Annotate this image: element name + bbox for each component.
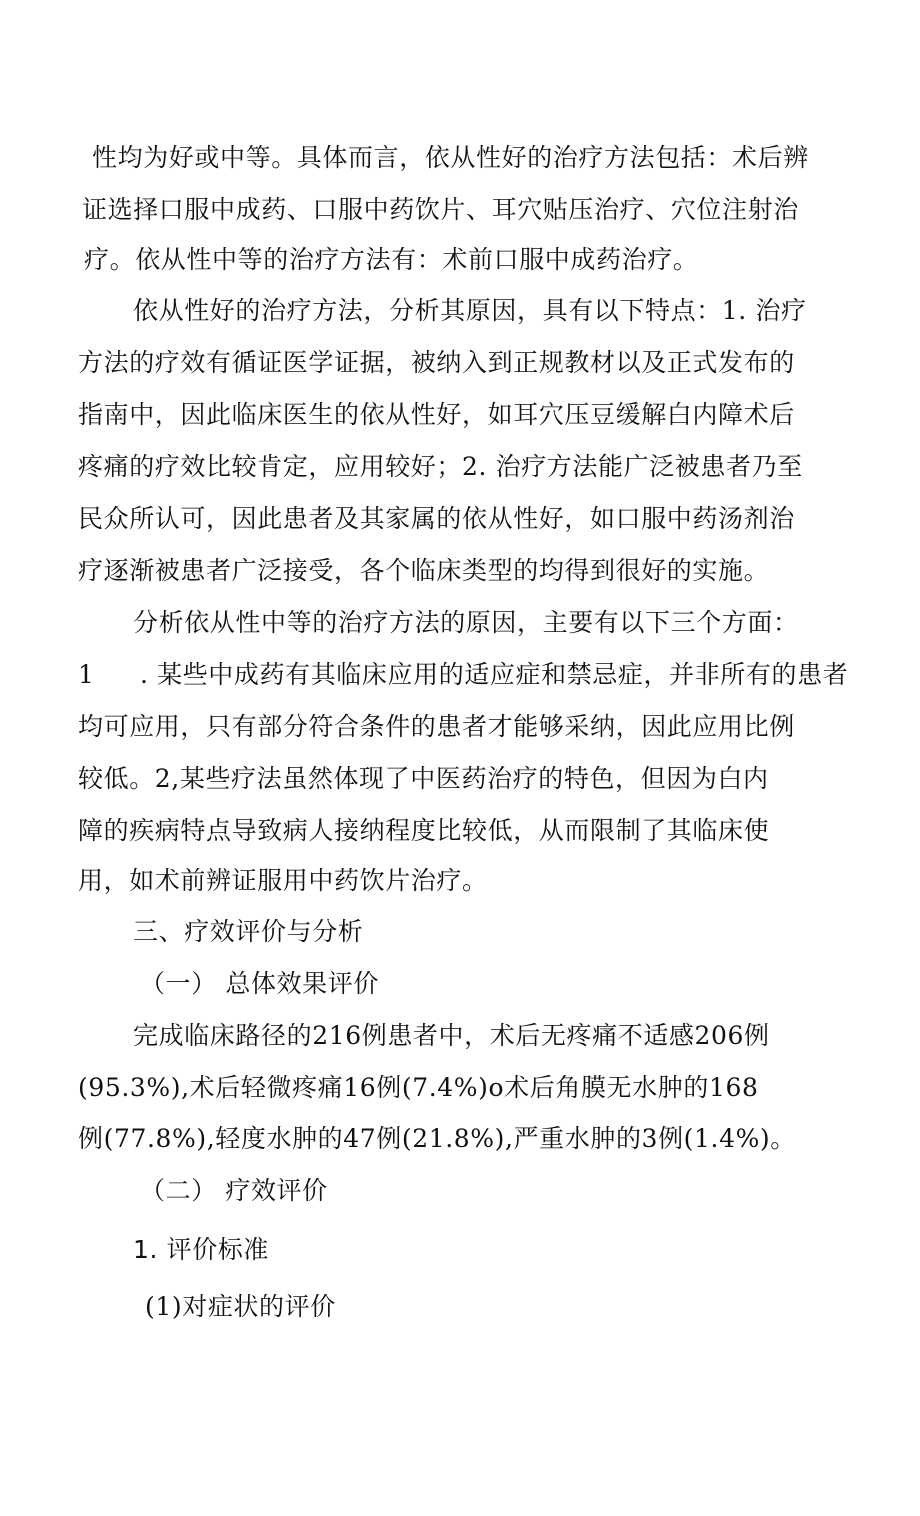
subsection-heading: （一） 总体效果评价 [140,969,379,998]
text-line: 疼痛的疗效比较肯定，应用较好；2. 治疗方法能广泛被患者乃至 [78,452,803,481]
text-line: 较低。2,某些疗法虽然体现了中医药治疗的特色，但因为白内 [78,764,769,793]
paragraph-first-line: 分析依从性中等的治疗方法的原因，主要有以下三个方面： [133,608,799,637]
text-line: . 某些中成药有其临床应用的适应症和禁忌症，并非所有的患者 [140,660,849,689]
text-line: 疗逐渐被患者广泛接受，各个临床类型的均得到很好的实施。 [78,556,770,585]
text-line: (95.3%),术后轻微疼痛16例(7.4%)o术后角膜无水肿的168 [78,1073,759,1102]
text-line: 均可应用，只有部分符合条件的患者才能够采纳，因此应用比例 [78,712,795,741]
text-line: 方法的疗效有循证医学证据，被纳入到正规教材以及正式发布的 [78,348,795,377]
text-line: 性均为好或中等。具体而言，依从性好的治疗方法包括：术后辨 [92,143,809,172]
item-heading: (1)对症状的评价 [145,1292,336,1321]
text-line: 用，如术前辨证服用中药饮片治疗。 [78,866,488,895]
text-line: 民众所认可，因此患者及其家属的依从性好，如口服中药汤剂治 [78,504,795,533]
list-number: 1 [78,660,95,689]
numbered-heading: 1. 评价标准 [133,1235,269,1264]
text-line: 障的疾病特点导致病人接纳程度比较低，从而限制了其临床使 [78,816,770,845]
paragraph-first-line: 依从性好的治疗方法，分析其原因，具有以下特点：1. 治疗 [133,296,807,325]
text-line: 证选择口服中成药、口服中药饮片、耳穴贴压治疗、穴位注射治 [82,195,799,224]
paragraph-first-line: 完成临床路径的216例患者中，术后无疼痛不适感206例 [133,1021,770,1050]
subsection-heading: （二） 疗效评价 [140,1176,328,1205]
text-line: 疗。依从性中等的治疗方法有：术前口服中成药治疗。 [84,245,699,274]
text-line: 指南中，因此临床医生的依从性好，如耳穴压豆缓解白内障术后 [78,400,795,429]
text-line: 例(77.8%),轻度水肿的47例(21.8%),严重水肿的3例(1.4%)。 [78,1124,796,1153]
section-heading: 三、疗效评价与分析 [133,917,364,946]
